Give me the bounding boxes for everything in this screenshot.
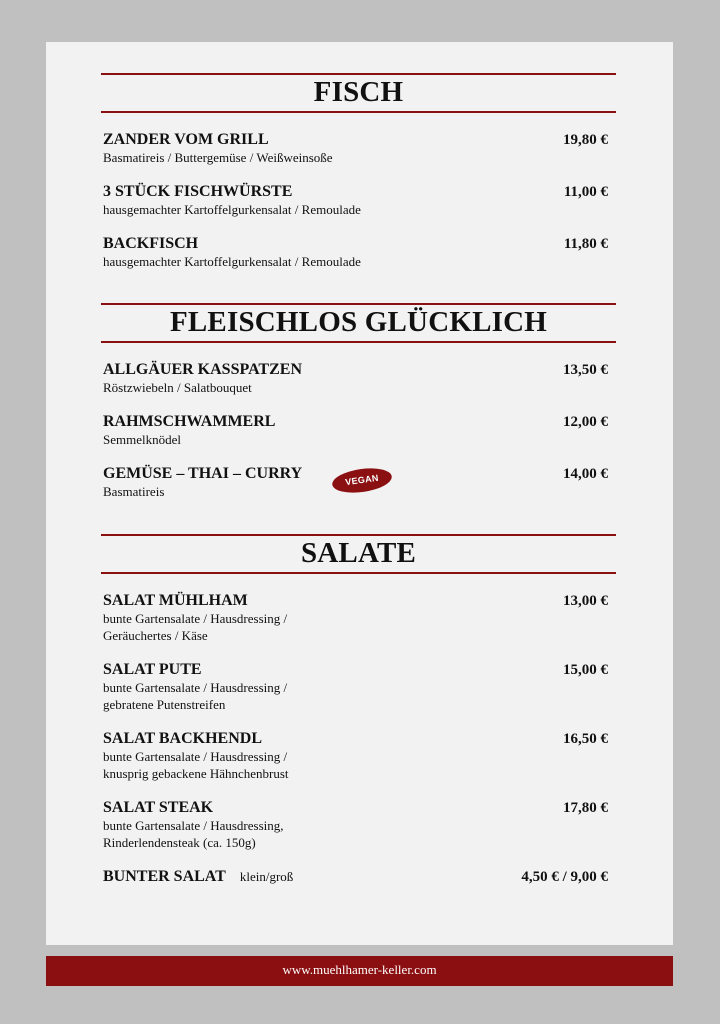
menu-item (103, 183, 608, 218)
item-price: 12,00 € (563, 414, 608, 430)
section-title: FISCH (313, 76, 404, 108)
item-description: Rinderlendensteak (ca. 150g) (103, 835, 256, 850)
section-fleischlos (101, 303, 616, 499)
item-description: Röstzwiebeln / Salatbouquet (103, 380, 252, 395)
item-price: 16,50 € (563, 731, 608, 747)
section-salate (101, 534, 616, 885)
item-name: RAHMSCHWAMMERL (103, 413, 276, 430)
footer-bar (46, 956, 673, 986)
item-price: 4,50 € / 9,00 € (521, 869, 608, 885)
item-name: BACKFISCH (103, 235, 199, 252)
menu-item (103, 361, 608, 396)
menu-item (103, 235, 608, 270)
item-price: 17,80 € (563, 800, 608, 816)
item-description: gebratene Putenstreifen (103, 697, 226, 712)
section-fisch (101, 73, 616, 269)
website-link[interactable]: www.muehlhamer-keller.com (282, 962, 437, 977)
item-price: 15,00 € (563, 662, 608, 678)
item-description: Geräuchertes / Käse (103, 628, 208, 643)
item-description: knusprig gebackene Hähnchenbrust (103, 766, 289, 781)
section-rule-bottom (101, 341, 616, 343)
menu-item (103, 661, 608, 713)
item-name: GEMÜSE – THAI – CURRY (103, 465, 303, 482)
section-title: FLEISCHLOS GLÜCKLICH (169, 306, 548, 338)
section-rule-bottom (101, 572, 616, 574)
item-description: bunte Gartensalate / Hausdressing / (103, 680, 288, 695)
item-sizes: klein/groß (239, 869, 294, 884)
section-title: SALATE (300, 537, 417, 569)
item-name: SALAT MÜHLHAM (103, 592, 248, 609)
menu-item (103, 131, 608, 166)
vegan-badge: VEGAN (331, 465, 394, 496)
item-price: 13,00 € (563, 593, 608, 609)
item-description: Basmatireis (103, 484, 165, 499)
item-name: SALAT PUTE (103, 661, 202, 678)
item-price: 11,00 € (563, 184, 608, 200)
item-description: Semmelknödel (103, 432, 181, 447)
menu-item (103, 799, 608, 851)
item-name: SALAT BACKHENDL (103, 730, 262, 747)
item-price: 13,50 € (563, 362, 608, 378)
item-name: SALAT STEAK (103, 799, 214, 816)
menu-item (103, 868, 608, 886)
menu-item (103, 465, 608, 500)
item-description: Basmatireis / Buttergemüse / Weißweinsoße (103, 150, 333, 165)
item-name: ALLGÄUER KASSPATZEN (103, 361, 302, 378)
section-rule-bottom (101, 111, 616, 113)
menu-item (103, 592, 608, 644)
item-name: ZANDER VOM GRILL (103, 131, 269, 148)
item-name: 3 STÜCK FISCHWÜRSTE (103, 183, 293, 200)
menu-item (103, 413, 608, 448)
item-description: hausgemachter Kartoffelgurkensalat / Remoulade (103, 254, 361, 269)
menu-item (103, 730, 608, 782)
item-name: BUNTER SALAT (103, 868, 226, 885)
item-description: bunte Gartensalate / Hausdressing / (103, 611, 288, 626)
item-price: 11,80 € (563, 236, 608, 252)
item-description: hausgemachter Kartoffelgurkensalat / Remoulade (103, 202, 361, 217)
item-description: bunte Gartensalate / Hausdressing, (103, 818, 284, 833)
item-price: 19,80 € (563, 132, 608, 148)
item-description: bunte Gartensalate / Hausdressing / (103, 749, 288, 764)
menu-page (46, 42, 673, 945)
item-price: 14,00 € (563, 466, 608, 482)
